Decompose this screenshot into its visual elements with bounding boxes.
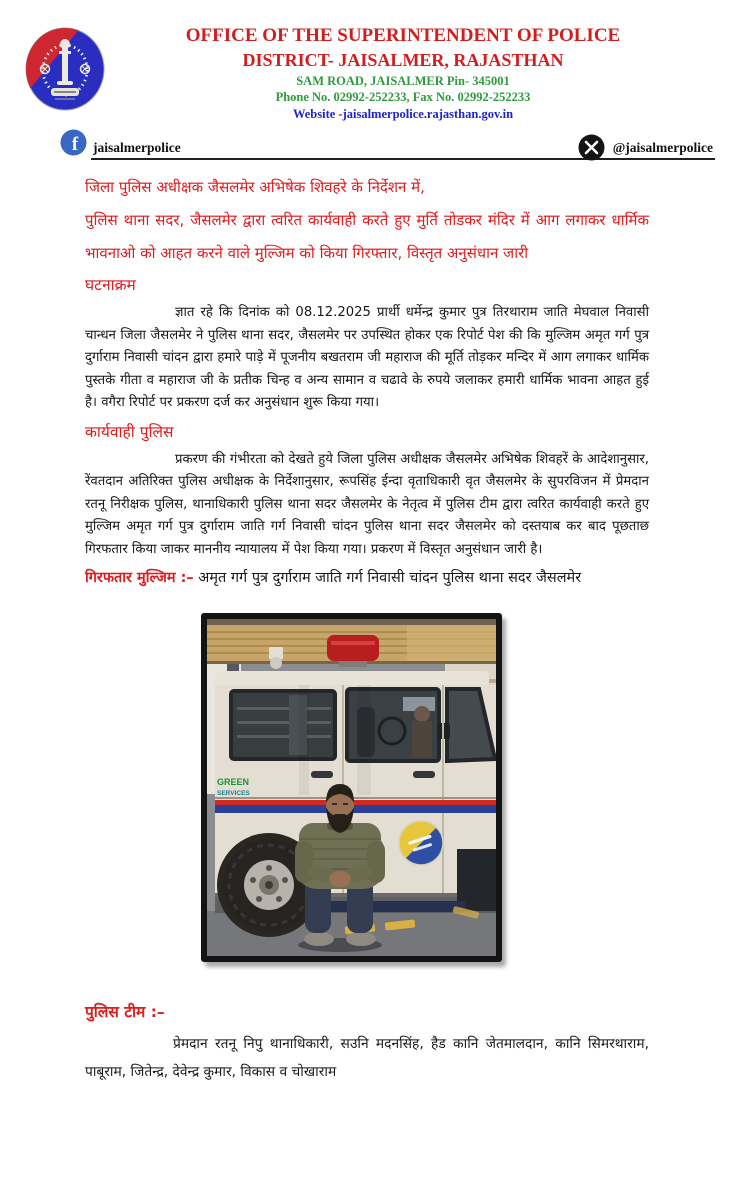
letterhead [0, 0, 729, 158]
website-line: Website -jaisalmerpolice.rajasthan.gov.in [292, 107, 514, 121]
vehicle-green-text: GREEN [217, 777, 250, 787]
svg-text:f: f [71, 134, 79, 155]
section-heading-action: कार्यवाही पुलिस [85, 422, 174, 441]
office-title: OFFICE OF THE SUPERINTENDENT OF POLICE [185, 25, 621, 46]
headline-intro: जिला पुलिस अधीक्षक जैसलमेर अभिषेक शिवहरे के निर्देशन में, [85, 178, 425, 196]
facebook-icon [60, 129, 87, 156]
section-heading-incident: घटनाक्रम [85, 276, 136, 294]
incident-paragraph: ज्ञात रहे कि दिनांक को 08.12.2025 प्रार्थी धर्मेन्द्र कुमार पुत्र तिरथाराम जाति मेघवाल निवासी चान्धन जिला जैसलमेर ने पुलिस थाना सदर, जैसलमेर पर उपस्थित होकर एक रिपोर्ट पेश की कि मुल्जिम अमृत गर्ग पुत्र दुर्गाराम निवासी चांदन द्वारा हमारे पाड़े में पूजनीय बखतराम जी महाराज की मूर्ति तोड़कर मन्दिर में आग लगाकर धार्मिक पुस्तके गीता व महाराज जी के प्रतीक चिन्ह व अन्य सामान व चढावे के रुपये जलाकर हमारी धार्मिक भावना आहत हुई है। वगैरा रिपोर्ट पर प्रकरण दर्ज कर अनुसंधान शुरू किया गया। [85, 305, 649, 410]
social-row [60, 126, 715, 158]
phone-fax-line: Phone No. 02992-252233, Fax No. 02992-252233 [275, 90, 531, 104]
arrested-label: गिरफतार मुल्जिम :– [85, 570, 194, 586]
address-line: SAM ROAD, JAISALMER Pin- 345001 [296, 74, 510, 88]
arrested-line [85, 564, 649, 593]
stripe-blue [215, 805, 496, 813]
suspect-photo-illustration [207, 619, 496, 956]
x-group [578, 134, 713, 158]
arrested-detail: अमृत गर्ग पुत्र दुर्गाराम जाति गर्ग निवासी चांदन पुलिस थाना सदर जैसलमेर [198, 570, 582, 586]
letterhead-text-block [128, 24, 678, 123]
press-note-body [0, 158, 729, 1086]
stripe-red [215, 800, 496, 805]
suspect-photo [201, 613, 502, 962]
facebook-handle: jaisalmerpolice [93, 140, 181, 155]
x-handle: @jaisalmerpolice [612, 140, 713, 155]
headline-body: पुलिस थाना सदर, जैसलमेर द्वारा त्वरित कार्यवाही करते हुए मुर्ति तोडकर मंदिर में आग लगाकर धार्मिक भावनाओ को आहत करने वाले मुल्जिम को किया गिरफ्तार, विस्तृत अनुसंधान जारी [85, 211, 649, 262]
district-title: DISTRICT- JAISALMER, RAJASTHAN [242, 50, 564, 70]
x-twitter-icon [578, 134, 605, 161]
cctv-camera-icon [269, 647, 283, 669]
team-members: प्रेमदान रतनू निपु थानाधिकारी, सउनि मदनसिंह, हैड कानि जेतमालदान, कानि सिमरथाराम, पाबूराम, जितेन्द्र, देवेन्द्र कुमार, विकास व चोखाराम [85, 1036, 649, 1080]
police-door-logo-icon [399, 821, 443, 865]
rajasthan-police-crest-icon [24, 26, 106, 112]
action-paragraph: प्रकरण की गंभीरता को देखते हुये जिला पुलिस अधीक्षक जैसलमेर अभिषेक शिवहरें के आदेशानुसार, रेंवतदान अतिरिक्त पुलिस अधीक्षक के निर्देशानुसार, रूपसिंह ईन्दा वृताधिकारी वृत जैसलमेर के सुपरविजन में प्रेमदान रतनू निरीक्षक पुलिस, थानाधिकारी पुलिस थाना सदर जैसलमेर के नेतृत्व में पुलिस टीम द्वारा त्वरित कार्यवाही करते हुए मुल्जिम अमृत गर्ग पुत्र दुर्गाराम जाति गर्ग निवासी चांदन पुलिस थाना सदर जैसलमेर को दस्तयाब कर बाद पूछताछ गिरफतार किया जाकर माननीय न्यायालय में पेश किया गया। प्रकरण में विस्तृत अनुसंधान जारी है। [85, 451, 649, 557]
vehicle-services-text: SERVICES [217, 790, 250, 797]
social-divider-line [91, 126, 715, 160]
team-heading: पुलिस टीम :– [85, 1003, 165, 1021]
